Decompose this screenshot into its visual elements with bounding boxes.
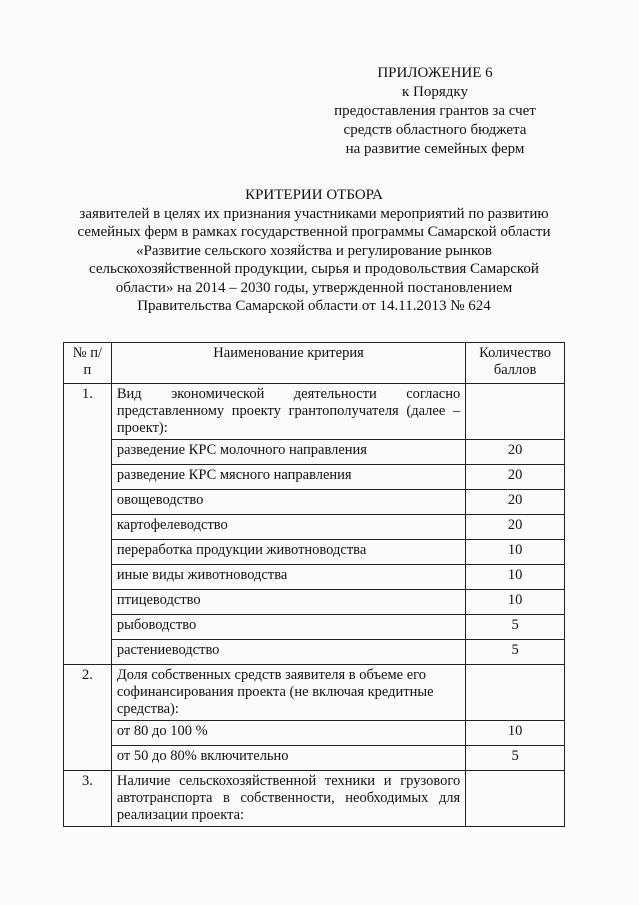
criterion-row — [64, 771, 565, 827]
criterion-row — [64, 384, 565, 440]
table-row — [64, 590, 565, 615]
option-score: 20 — [466, 490, 565, 515]
appendix-line: на развитие семейных ферм — [345, 141, 525, 157]
criterion-number: 2. — [64, 665, 112, 771]
criterion-text: Вид экономической деятельности согласно представленному проекту грантополучателя (далее – проект): — [111, 384, 465, 440]
option-label: разведение КРС молочного направления — [111, 440, 465, 465]
header-num: № п/п — [64, 343, 112, 384]
title-line: Правительства Самарской области от 14.11.2013 № 624 — [137, 298, 491, 314]
criterion-number: 3. — [64, 771, 112, 827]
option-score: 10 — [466, 565, 565, 590]
table-row — [64, 515, 565, 540]
option-score: 20 — [466, 440, 565, 465]
option-label: овощеводство — [111, 490, 465, 515]
document-title — [60, 186, 568, 316]
appendix-line: средств областного бюджета — [343, 122, 527, 138]
option-score: 10 — [466, 721, 565, 746]
option-label: от 50 до 80% включительно — [111, 746, 465, 771]
criterion-number: 1. — [64, 384, 112, 665]
criterion-score-empty — [466, 384, 565, 440]
table-row — [64, 440, 565, 465]
table-row — [64, 721, 565, 746]
option-score: 5 — [466, 640, 565, 665]
criterion-text: Наличие сельскохозяйственной техники и грузового автотранспорта в собственности, необходимых для реализации проекта: — [111, 771, 465, 827]
table-row — [64, 540, 565, 565]
appendix-number: ПРИЛОЖЕНИЕ 6 — [377, 65, 493, 81]
criterion-score-empty — [466, 665, 565, 721]
appendix-header — [300, 64, 570, 159]
appendix-line: предоставления грантов за счет — [334, 103, 536, 119]
option-score: 20 — [466, 465, 565, 490]
table-row — [64, 615, 565, 640]
table-row — [64, 465, 565, 490]
title-line: области» на 2014 – 2030 годы, утвержденной постановлением — [115, 279, 513, 296]
option-label: разведение КРС мясного направления — [111, 465, 465, 490]
option-label: растениеводство — [111, 640, 465, 665]
criterion-text: Доля собственных средств заявителя в объеме его софинансирования проекта (не включая кредитные средства): — [111, 665, 465, 721]
table-row — [64, 565, 565, 590]
table-header-row — [64, 343, 565, 384]
option-score: 10 — [466, 590, 565, 615]
option-score: 5 — [466, 746, 565, 771]
header-name: Наименование критерия — [111, 343, 465, 384]
table-row — [64, 746, 565, 771]
option-label: иные виды животноводства — [111, 565, 465, 590]
table-row — [64, 640, 565, 665]
option-label: птицеводство — [111, 590, 465, 615]
criteria-table — [63, 342, 565, 827]
title-line: сельскохозяйственной продукции, сырья и продовольствия Самарской — [89, 261, 539, 277]
title-line: семейных ферм в рамках государственной программы Самарской области — [77, 224, 551, 240]
option-label: рыбоводство — [111, 615, 465, 640]
option-label: картофелеводство — [111, 515, 465, 540]
option-label: переработка продукции животноводства — [111, 540, 465, 565]
option-score: 5 — [466, 615, 565, 640]
option-score: 20 — [466, 515, 565, 540]
table-row — [64, 490, 565, 515]
option-score: 10 — [466, 540, 565, 565]
title-line: «Развитие сельского хозяйства и регулирование рынков — [135, 242, 492, 259]
header-score: Количество баллов — [466, 343, 565, 384]
criterion-score-empty — [466, 771, 565, 827]
title-line: заявителей в целях их признания участниками мероприятий по развитию — [79, 205, 549, 222]
criterion-row — [64, 665, 565, 721]
appendix-line: к Порядку — [402, 84, 468, 100]
title-heading: КРИТЕРИИ ОТБОРА — [245, 187, 383, 203]
option-label: от 80 до 100 % — [111, 721, 465, 746]
